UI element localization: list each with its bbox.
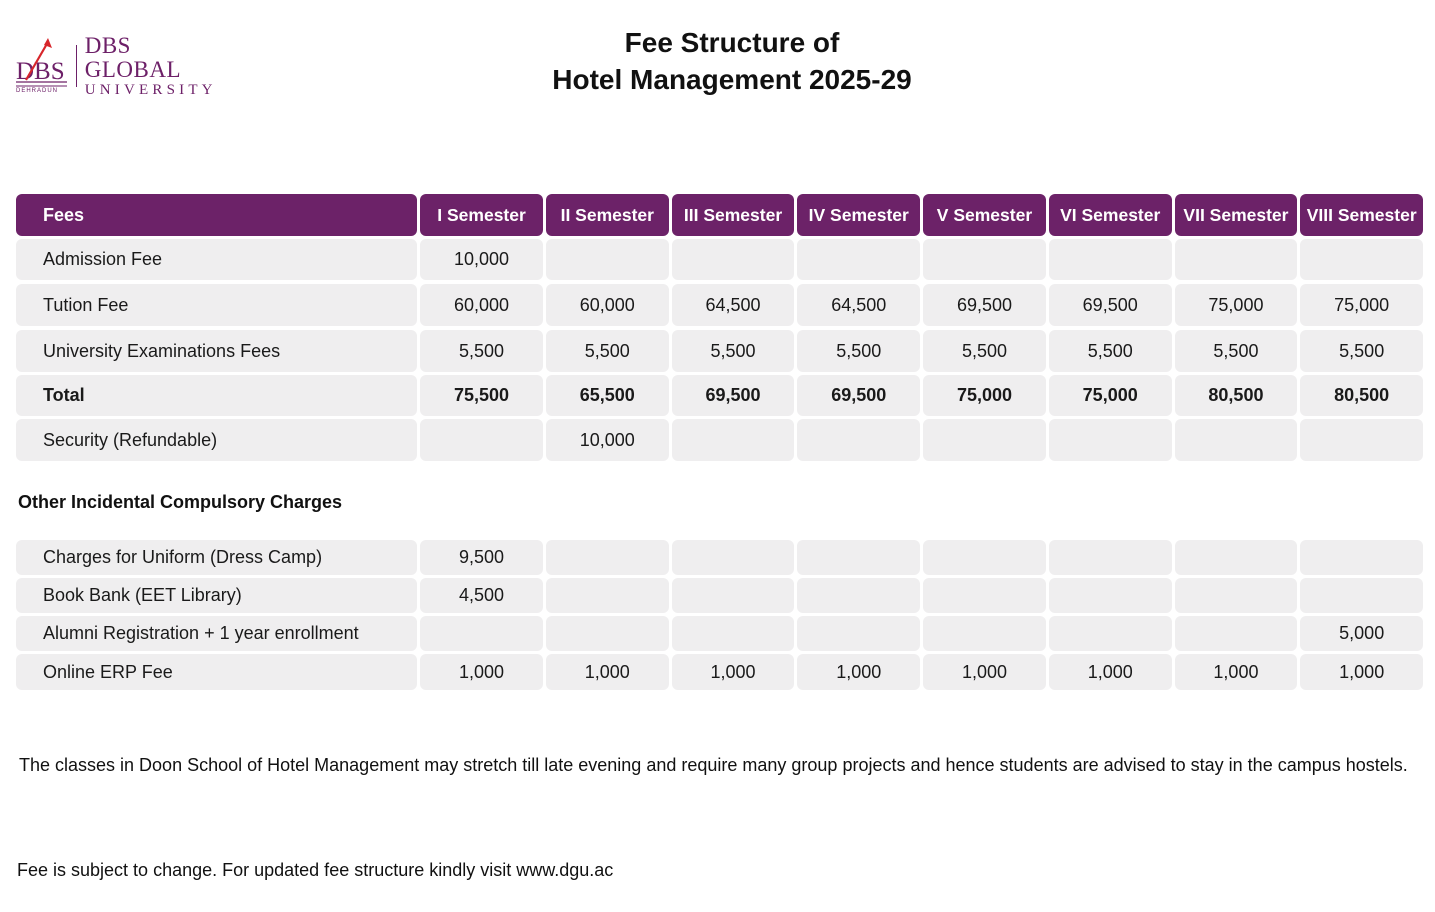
table-cell [420, 616, 543, 651]
table-cell [1300, 540, 1423, 575]
table-cell [1049, 239, 1172, 280]
table-cell [1175, 419, 1298, 461]
table-cell [797, 540, 920, 575]
table-cell [1300, 578, 1423, 613]
table-cell [923, 616, 1046, 651]
table-cell [1175, 239, 1298, 280]
table-cell: 69,500 [923, 284, 1046, 326]
table-row-exam-fees [16, 330, 1423, 372]
table-cell [797, 578, 920, 613]
table-cell [672, 616, 795, 651]
table-cell: 1,000 [797, 654, 920, 690]
table-cell [797, 239, 920, 280]
table-cell: 1,000 [923, 654, 1046, 690]
row-label: Admission Fee [16, 239, 417, 280]
table-cell: 4,500 [420, 578, 543, 613]
header-semester-1: I Semester [420, 194, 543, 236]
table-cell: 75,500 [420, 375, 543, 416]
table-cell [672, 540, 795, 575]
row-label: Charges for Uniform (Dress Camp) [16, 540, 417, 575]
table-cell [797, 616, 920, 651]
table-cell [797, 419, 920, 461]
logo-subtitle: UNIVERSITY [84, 82, 217, 98]
table-cell: 5,500 [420, 330, 543, 372]
header-fees: Fees [16, 194, 417, 236]
header-semester-3: III Semester [672, 194, 795, 236]
table-row-uniform [16, 540, 1423, 575]
table-cell [1049, 616, 1172, 651]
table-cell: 75,000 [923, 375, 1046, 416]
hostel-note: The classes in Doon School of Hotel Management may stretch till late evening and require many group projects and hence students are advised to stay in the campus hostels. [19, 755, 1408, 775]
table-cell: 60,000 [546, 284, 669, 326]
table-cell: 64,500 [797, 284, 920, 326]
table-cell: 5,000 [1300, 616, 1423, 651]
table-cell [546, 616, 669, 651]
table-cell: 5,500 [1049, 330, 1172, 372]
header-semester-6: VI Semester [1049, 194, 1172, 236]
table-cell [672, 419, 795, 461]
table-cell [1300, 239, 1423, 280]
table-cell: 10,000 [546, 419, 669, 461]
table-row-book-bank [16, 578, 1423, 613]
table-row-erp-fee [16, 654, 1423, 690]
table-cell [923, 540, 1046, 575]
row-label: Tution Fee [16, 284, 417, 326]
header-semester-8: VIII Semester [1300, 194, 1423, 236]
table-cell: 64,500 [672, 284, 795, 326]
table-cell: 5,500 [923, 330, 1046, 372]
title-line-2: Hotel Management 2025-29 [552, 64, 912, 95]
row-label: Alumni Registration + 1 year enrollment [16, 616, 417, 651]
table-cell: 5,500 [672, 330, 795, 372]
header-semester-4: IV Semester [797, 194, 920, 236]
table-cell: 80,500 [1175, 375, 1298, 416]
svg-text:DBS: DBS [16, 58, 65, 85]
header-semester-5: V Semester [923, 194, 1046, 236]
table-row-security [16, 419, 1423, 461]
table-cell [1049, 578, 1172, 613]
table-cell: 69,500 [1049, 284, 1172, 326]
row-label: Online ERP Fee [16, 654, 417, 690]
footer-disclaimer: Fee is subject to change. For updated fee structure kindly visit www.dgu.ac [17, 860, 614, 880]
row-label: Book Bank (EET Library) [16, 578, 417, 613]
table-cell: 60,000 [420, 284, 543, 326]
fee-table-header [16, 194, 1423, 236]
table-cell: 75,000 [1175, 284, 1298, 326]
table-row-alumni [16, 616, 1423, 651]
table-cell: 1,000 [672, 654, 795, 690]
row-label: University Examinations Fees [16, 330, 417, 372]
logo-name: DBS GLOBAL [84, 33, 181, 82]
table-cell: 65,500 [546, 375, 669, 416]
table-cell [1175, 616, 1298, 651]
table-cell [1300, 419, 1423, 461]
table-cell [546, 540, 669, 575]
table-cell [1175, 578, 1298, 613]
table-cell: 5,500 [1300, 330, 1423, 372]
table-cell: 5,500 [1175, 330, 1298, 372]
other-charges-title: Other Incidental Compulsory Charges [18, 492, 343, 512]
table-cell: 1,000 [1175, 654, 1298, 690]
page-title [0, 24, 1435, 98]
table-cell: 75,000 [1049, 375, 1172, 416]
table-cell [923, 419, 1046, 461]
table-cell [1175, 540, 1298, 575]
table-cell: 5,500 [797, 330, 920, 372]
table-cell: 80,500 [1300, 375, 1423, 416]
row-label: Security (Refundable) [16, 419, 417, 461]
table-cell [546, 578, 669, 613]
table-cell [672, 578, 795, 613]
table-cell: 1,000 [546, 654, 669, 690]
table-cell [672, 239, 795, 280]
table-cell: 10,000 [420, 239, 543, 280]
table-cell: 9,500 [420, 540, 543, 575]
header-semester-7: VII Semester [1175, 194, 1298, 236]
table-cell [1049, 540, 1172, 575]
logo-mark-subtext: DEHRADUN [16, 88, 59, 94]
title-line-1: Fee Structure of [624, 27, 840, 58]
table-row-total [16, 375, 1423, 416]
table-cell [923, 239, 1046, 280]
table-row-admission-fee [16, 239, 1423, 280]
table-cell: 5,500 [546, 330, 669, 372]
table-row-tution-fee [16, 284, 1423, 326]
table-cell: 1,000 [1049, 654, 1172, 690]
row-label: Total [16, 375, 417, 416]
table-cell [923, 578, 1046, 613]
header-semester-2: II Semester [546, 194, 669, 236]
table-cell [1049, 419, 1172, 461]
table-cell: 69,500 [672, 375, 795, 416]
table-cell: 1,000 [1300, 654, 1423, 690]
table-cell: 75,000 [1300, 284, 1423, 326]
table-cell [546, 239, 669, 280]
table-cell: 1,000 [420, 654, 543, 690]
table-cell [420, 419, 543, 461]
table-cell: 69,500 [797, 375, 920, 416]
